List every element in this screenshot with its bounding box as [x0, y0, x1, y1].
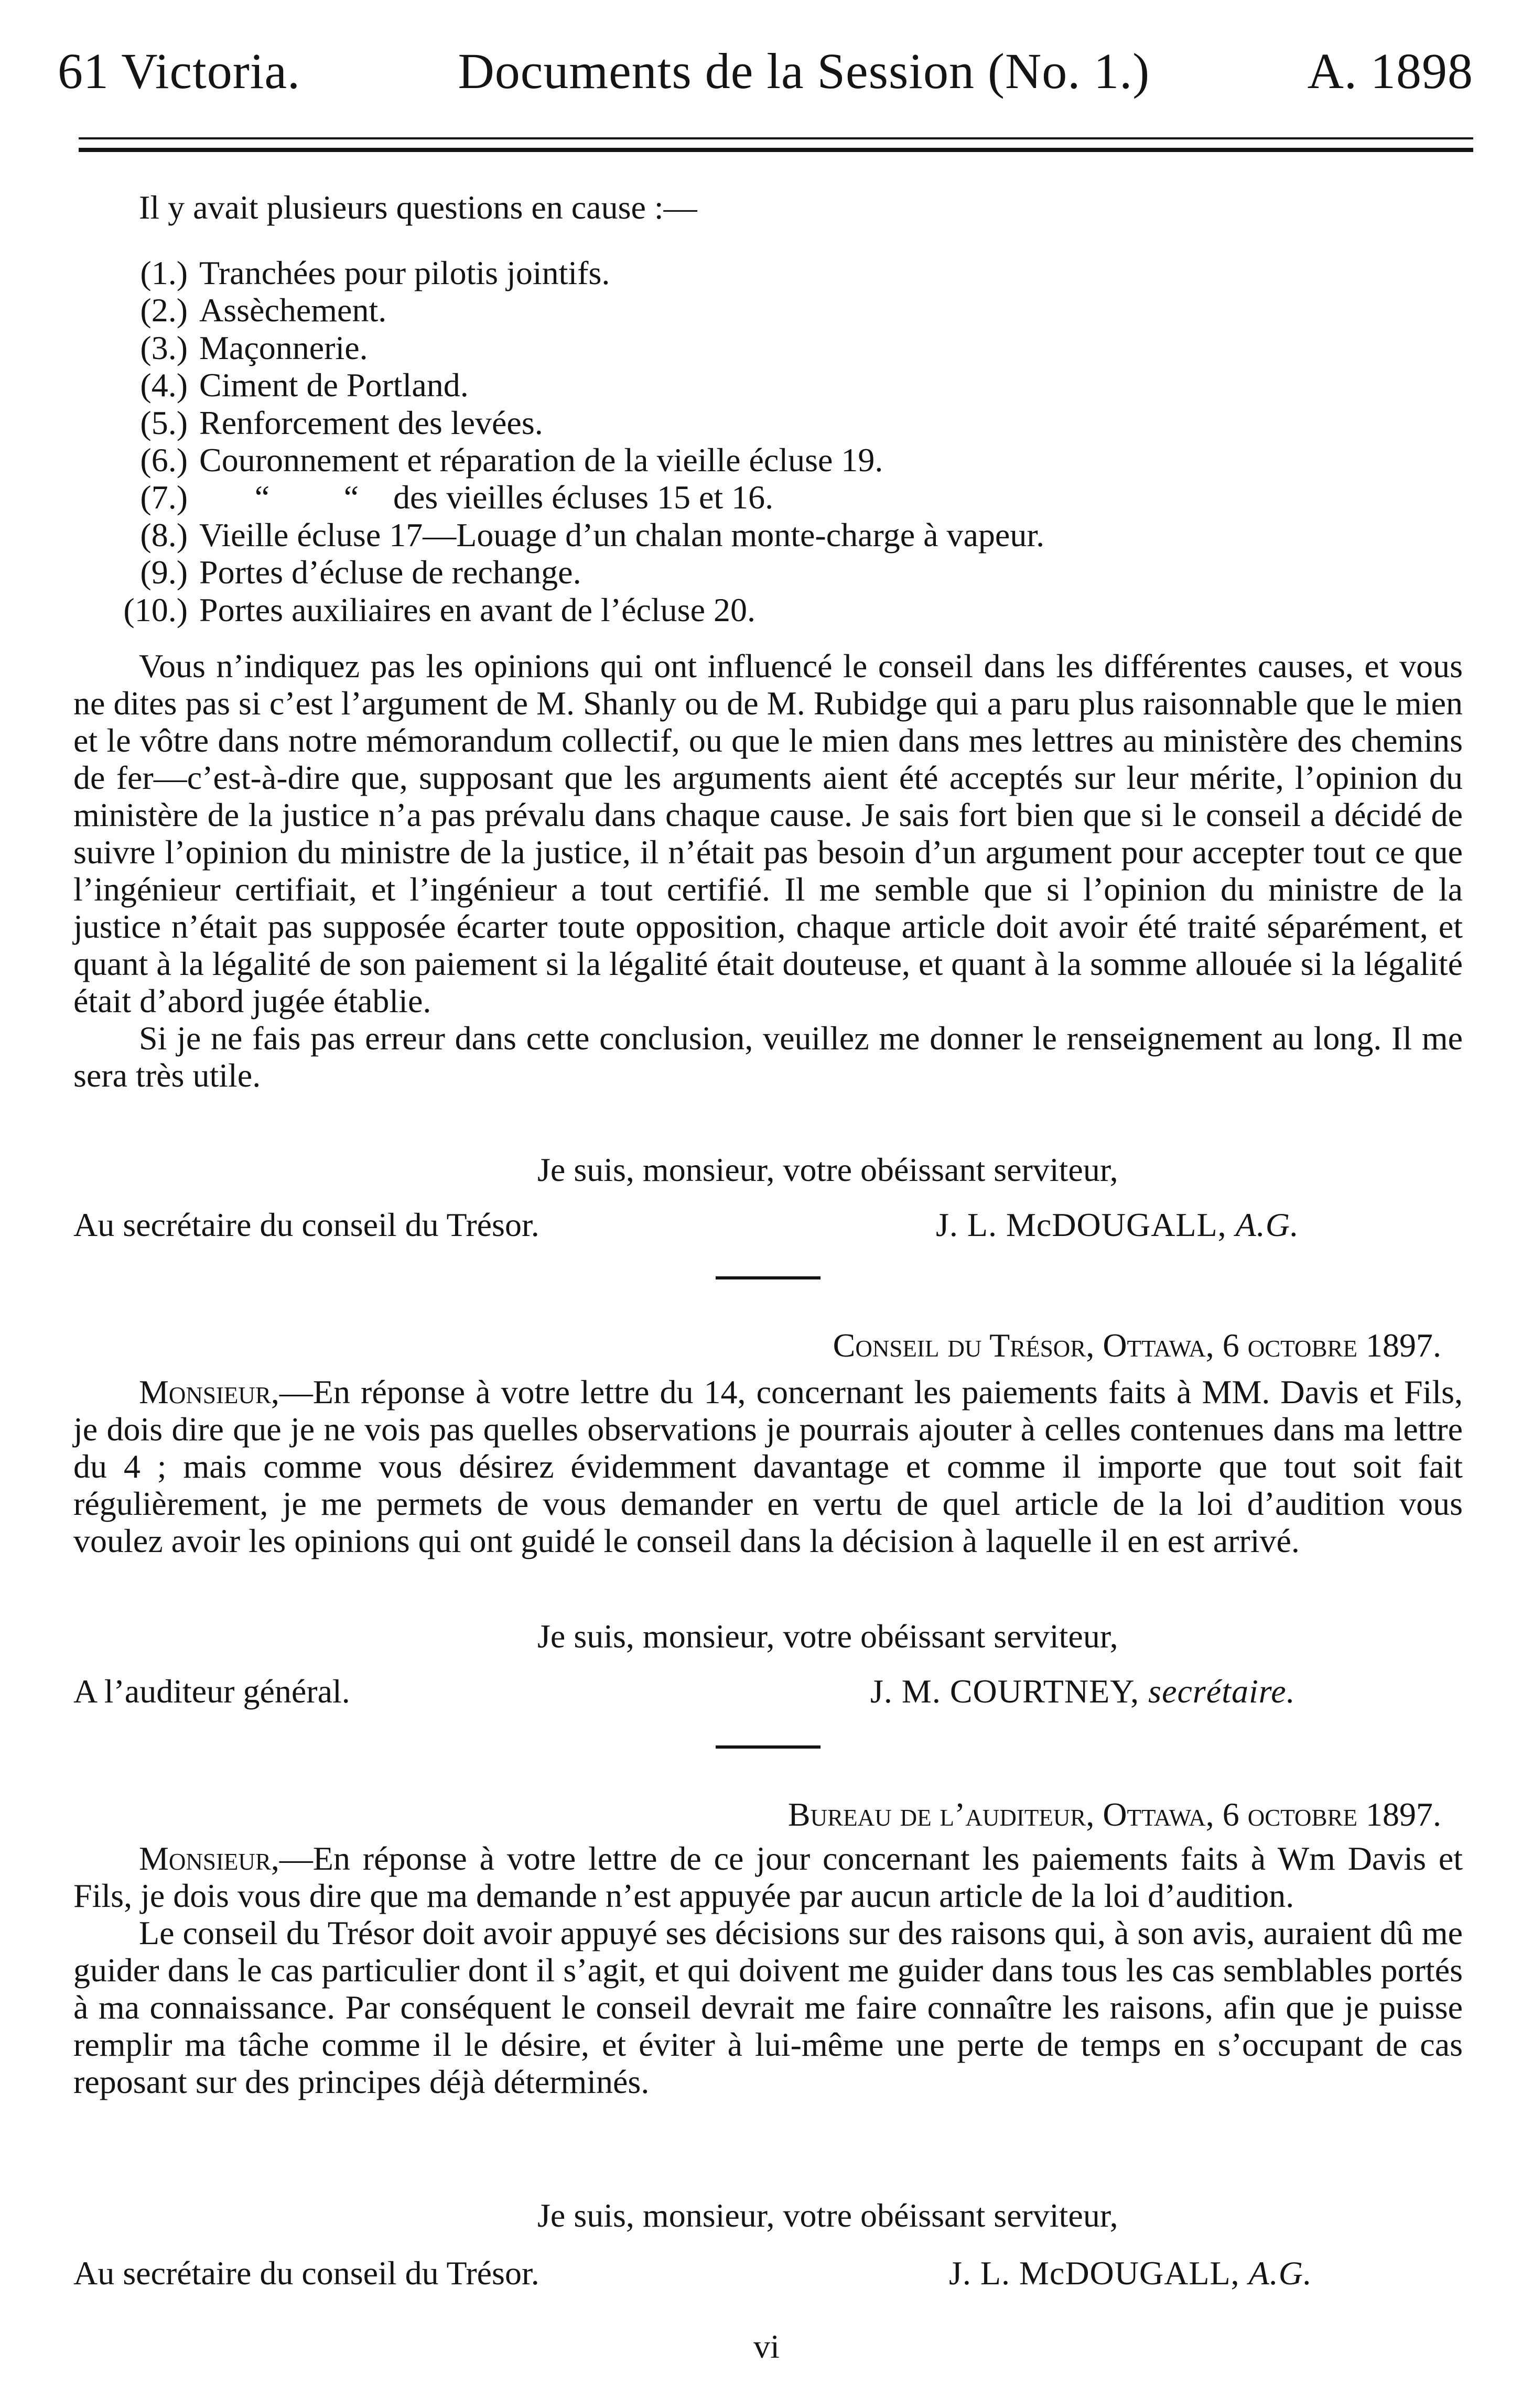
letter2-dateline: Conseil du Trésor, Ottawa, 6 octobre 1897. — [833, 1327, 1441, 1364]
letter2-body — [73, 1373, 1463, 1559]
item-text: Assèchement. — [199, 291, 387, 329]
letter3-text: —En réponse à votre lettre de ce jour concernant les paiements faits à Wm Davis et Fils, je dois vous dire que ma demande n’est appuyée par aucun article de la loi d’audition. — [73, 1840, 1463, 1914]
list-item — [140, 366, 1044, 404]
item-number: (7.) — [140, 479, 188, 516]
section-separator — [716, 1745, 821, 1749]
header-volume: 61 Victoria. — [58, 43, 301, 99]
list-item — [140, 254, 1044, 291]
item-number: (4.) — [140, 366, 188, 404]
item-number: (5.) — [140, 404, 188, 441]
salutation: Monsieur, — [139, 1373, 279, 1411]
letter3-paragraph: Le conseil du Trésor doit avoir appuyé ses décisions sur des raisons qui, à son avis, auraient dû me guider dans le cas particulier dont il s’agit, et qui doivent me guider dans tous les cas semblables portés à ma connaissance. Par conséquent le conseil devrait me faire connaître les raisons, afin que je puisse remplir ma tâche comme il le désire, et éviter à lui-même une perte de temps en s’occupant de cas reposant sur des principes déjà déterminés. — [73, 1914, 1463, 2100]
letter1-paragraph: Vous n’indiquez pas les opinions qui ont influencé le conseil dans les différentes causes, et vous ne dites pas si c’est l’argument de M. Shanly ou de M. Rubidge qui a paru plus raisonnable que le mien et le vôtre dans notre mémorandum collectif, ou que le mien dans mes lettres au ministère des chemins de fer—c’est-à-dire que, supposant que les arguments aient été acceptés sur leur mérite, l’opinion du ministère de la justice n’a pas prévalu dans chaque cause. Je sais fort bien que si le conseil a décidé de suivre l’opinion du ministre de la justice, il n’était pas besoin d’un argument pour accepter tout ce que l’ingénieur certifiait, et l’ingénieur a tout certifié. Il me semble que si l’opinion du ministre de la justice n’était pas supposée écarter toute opposition, chaque article doit avoir été traité séparément, et quant à la légalité de son paiement si la légalité était douteuse, et quant à la somme allouée si la légalité était d’abord jugée établie. — [73, 647, 1463, 1019]
letter3-body — [73, 1840, 1463, 2100]
signature-title: secrétaire. — [1148, 1673, 1296, 1710]
header-rule-thin — [79, 137, 1473, 139]
letter1-body — [73, 647, 1463, 1094]
item-text: Portes auxiliaires en avant de l’écluse 20. — [199, 591, 755, 628]
item-text: Maçonnerie. — [199, 329, 368, 366]
letter2-paragraph — [73, 1373, 1463, 1559]
header-rule-thick — [79, 148, 1473, 152]
letter3-paragraph — [73, 1840, 1463, 1914]
list-item — [140, 554, 1044, 591]
letter1-closing: Je suis, monsieur, votre obéissant serviteur, — [537, 1151, 1118, 1188]
ditto-mark: “ — [343, 479, 359, 516]
list-item — [140, 516, 1045, 554]
section-separator — [716, 1276, 821, 1279]
letter1-addressee: Au secrétaire du conseil du Trésor. — [73, 1206, 539, 1243]
list-item — [140, 291, 1044, 329]
item-text: Tranchées pour pilotis jointifs. — [199, 254, 610, 291]
list-item — [123, 591, 1044, 628]
letter2-addressee: A l’auditeur général. — [73, 1673, 350, 1710]
list-item — [140, 404, 1044, 441]
list-item — [140, 441, 1044, 479]
questions-intro: Il y avait plusieurs questions en cause :— — [139, 189, 697, 226]
signature-name: J. L. McDOUGALL, — [949, 2254, 1240, 2292]
item-text: Ciment de Portland. — [199, 366, 469, 404]
header-title: Documents de la Session (No. 1.) — [458, 43, 1150, 99]
item-number: (1.) — [140, 254, 188, 291]
item-text: des vieilles écluses 15 et 16. — [393, 479, 774, 516]
item-text: Couronnement et réparation de la vieille écluse 19. — [199, 441, 883, 479]
signature-name: J. L. McDOUGALL, — [936, 1206, 1227, 1243]
letter1-signature — [936, 1206, 1299, 1244]
item-number: (10.) — [123, 591, 188, 628]
letter1-paragraph: Si je ne fais pas erreur dans cette conclusion, veuillez me donner le renseignement au long. Il me sera très utile. — [73, 1019, 1463, 1094]
salutation: Monsieur, — [139, 1840, 279, 1877]
letter2-closing: Je suis, monsieur, votre obéissant serviteur, — [537, 1618, 1118, 1655]
list-item — [140, 479, 1044, 516]
item-text: Renforcement des levées. — [199, 404, 543, 441]
item-number: (8.) — [140, 516, 188, 554]
list-item — [140, 329, 1044, 366]
header-year: A. 1898 — [1307, 43, 1473, 99]
letter3-signature — [949, 2254, 1312, 2293]
letter3-dateline: Bureau de l’auditeur, Ottawa, 6 octobre 1897. — [787, 1796, 1441, 1833]
letter3-closing: Je suis, monsieur, votre obéissant serviteur, — [537, 2197, 1118, 2234]
signature-name: J. M. COURTNEY, — [870, 1673, 1140, 1710]
item-number: (3.) — [140, 329, 188, 366]
letter2-signature — [870, 1672, 1296, 1711]
item-number: (2.) — [140, 291, 188, 329]
letter3-addressee: Au secrétaire du conseil du Trésor. — [73, 2254, 539, 2292]
item-text: Vieille écluse 17—Louage d’un chalan monte-charge à vapeur. — [199, 516, 1045, 554]
signature-title: A.G. — [1235, 1206, 1299, 1243]
item-number: (9.) — [140, 554, 188, 591]
page-number: vi — [753, 2328, 780, 2365]
letter2-text: —En réponse à votre lettre du 14, concernant les paiements faits à MM. Davis et Fils, je dois dire que je ne vois pas quelles observations je pourrais ajouter à celles contenues dans ma lettre du 4 ; mais comme vous désirez évidemment davantage et comme il importe que tout soit fait régulièrement, je me permets de vous demander en vertu de quel article de la loi d’audition vous voulez avoir les opinions qui ont guidé le conseil dans la décision à laquelle il en est arrivé. — [73, 1373, 1463, 1559]
item-number: (6.) — [140, 441, 188, 479]
questions-list — [123, 254, 1045, 628]
ditto-mark: “ — [254, 479, 270, 516]
item-text: Portes d’écluse de rechange. — [199, 554, 581, 591]
signature-title: A.G. — [1248, 2254, 1312, 2292]
running-header — [58, 42, 1473, 100]
